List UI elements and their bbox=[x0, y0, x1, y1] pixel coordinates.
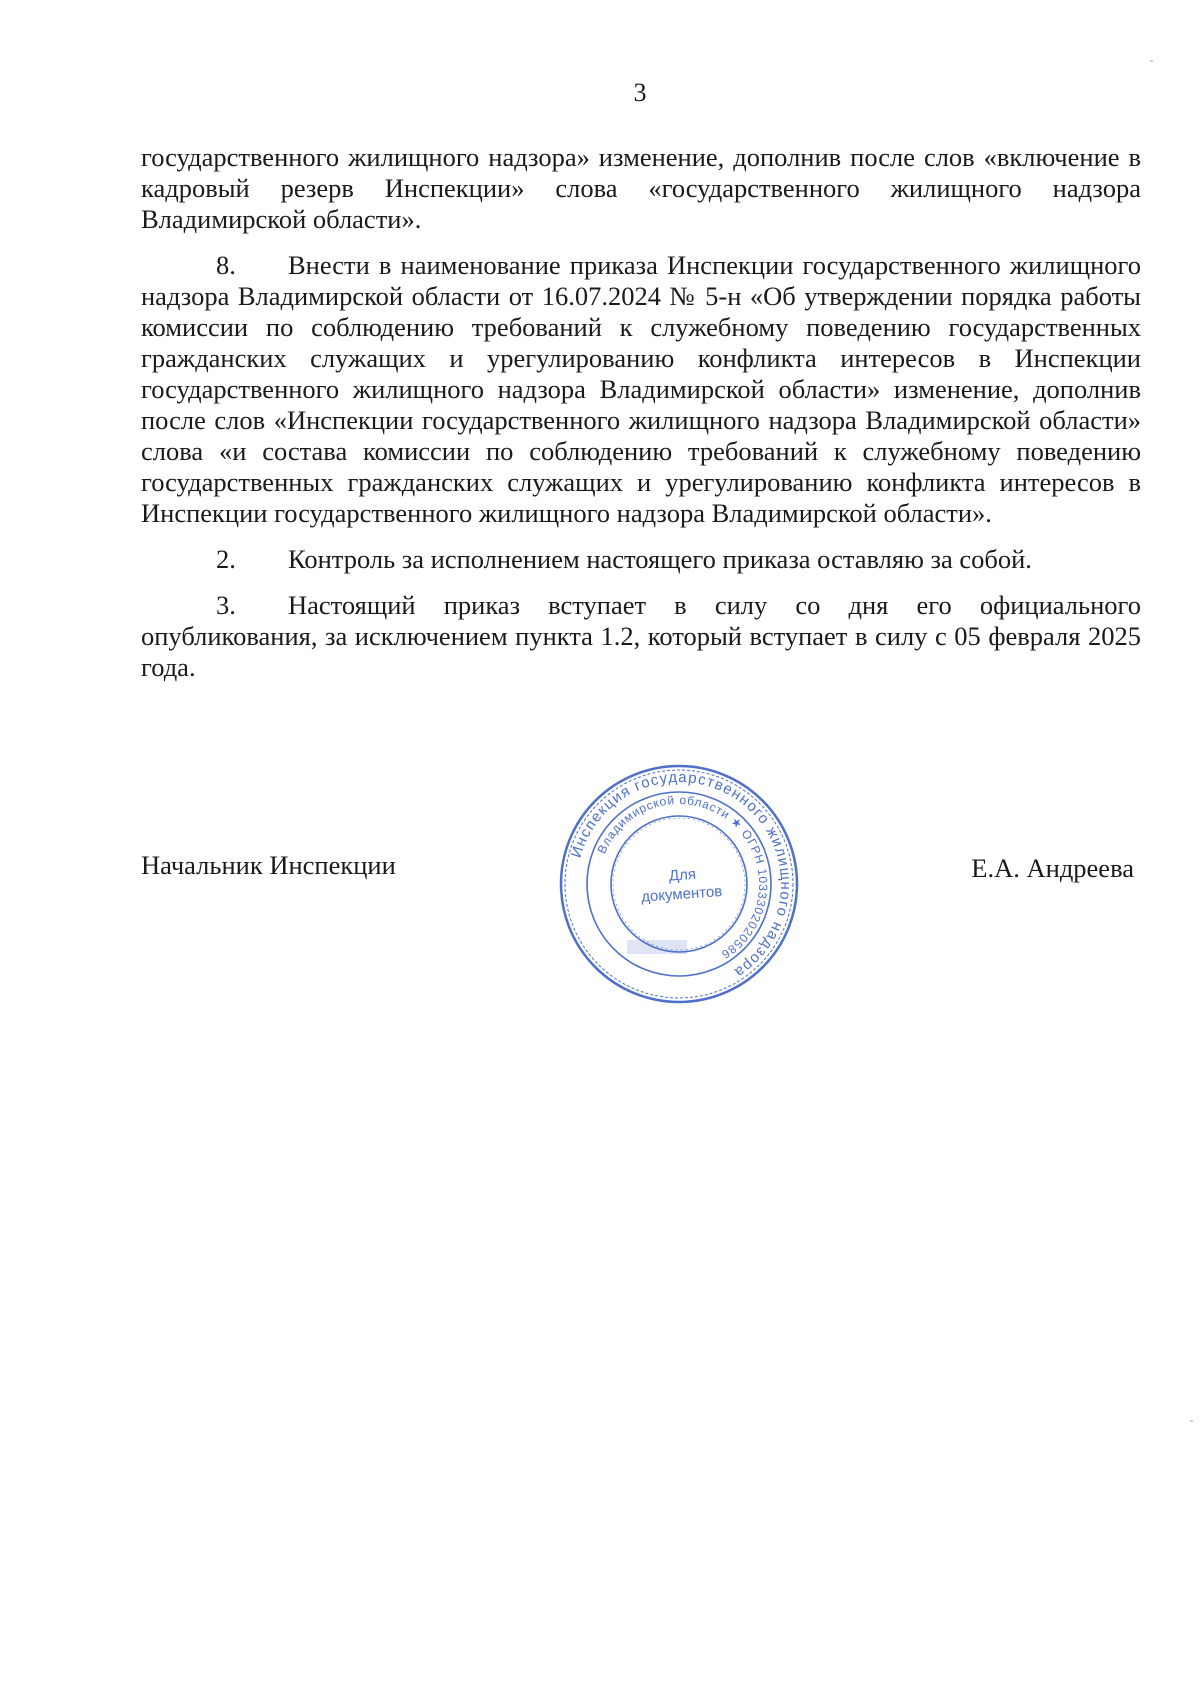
seal-middle-text: Владимирской области ★ ОГРН 1033302020586 bbox=[594, 792, 771, 962]
scan-speck bbox=[1150, 60, 1153, 62]
seal-center-line-2: документов bbox=[640, 883, 723, 906]
paragraph-text: Внести в наименование приказа Инспекции государственного жилищного надзора Владимирской области от 16.07.2024 № 5-н «Об утверждении порядка работы комиссии по соблюдению требований к служебному поведению государственных гражданских служащих и урегулированию конфликта интересов в Инспекции государственного жилищного надзора Владимирской области» изменение, дополнив после слов «Инспекции государственного жилищного надзора Владимирской области» слова «и состава комиссии по соблюдению требований к служебному поведению государственных гражданских служащих и урегулированию конфликта интересов в Инспекции государственного жилищного надзора Владимирской области». bbox=[141, 250, 1141, 528]
signatory-name: Е.А. Андреева bbox=[971, 853, 1134, 883]
page-number: 3 bbox=[633, 78, 647, 107]
paragraph-number: 3. bbox=[216, 590, 236, 620]
document-body bbox=[141, 142, 1141, 698]
seal-smudge-icon bbox=[627, 940, 687, 954]
seal-center-line-1: Для bbox=[668, 865, 697, 885]
paragraph-text: Контроль за исполнением настоящего приказа оставляю за собой. bbox=[288, 544, 1032, 574]
official-seal-stamp bbox=[557, 762, 801, 1006]
paragraph-text: государственного жилищного надзора» изменение, дополнив после слов «включение в кадровый резерв Инспекции» слова «государственного жилищного надзора Владимирской области». bbox=[141, 142, 1141, 234]
paragraph-item-3 bbox=[141, 590, 1141, 683]
scan-speck bbox=[1190, 1420, 1193, 1422]
paragraph-number: 2. bbox=[216, 544, 236, 574]
paragraph-continuation bbox=[141, 142, 1141, 235]
seal-outer-text: Инспекция государственного жилищного надзора bbox=[567, 768, 795, 982]
paragraph-text: Настоящий приказ вступает в силу со дня его официального опубликования, за исключением пункта 1.2, который вступает в силу с 05 февраля 2025 года. bbox=[141, 590, 1141, 682]
paragraph-item-2 bbox=[141, 544, 1141, 575]
paragraph-number: 8. bbox=[216, 250, 236, 280]
paragraph-item-8 bbox=[141, 250, 1141, 529]
signatory-title: Начальник Инспекции bbox=[141, 850, 396, 880]
